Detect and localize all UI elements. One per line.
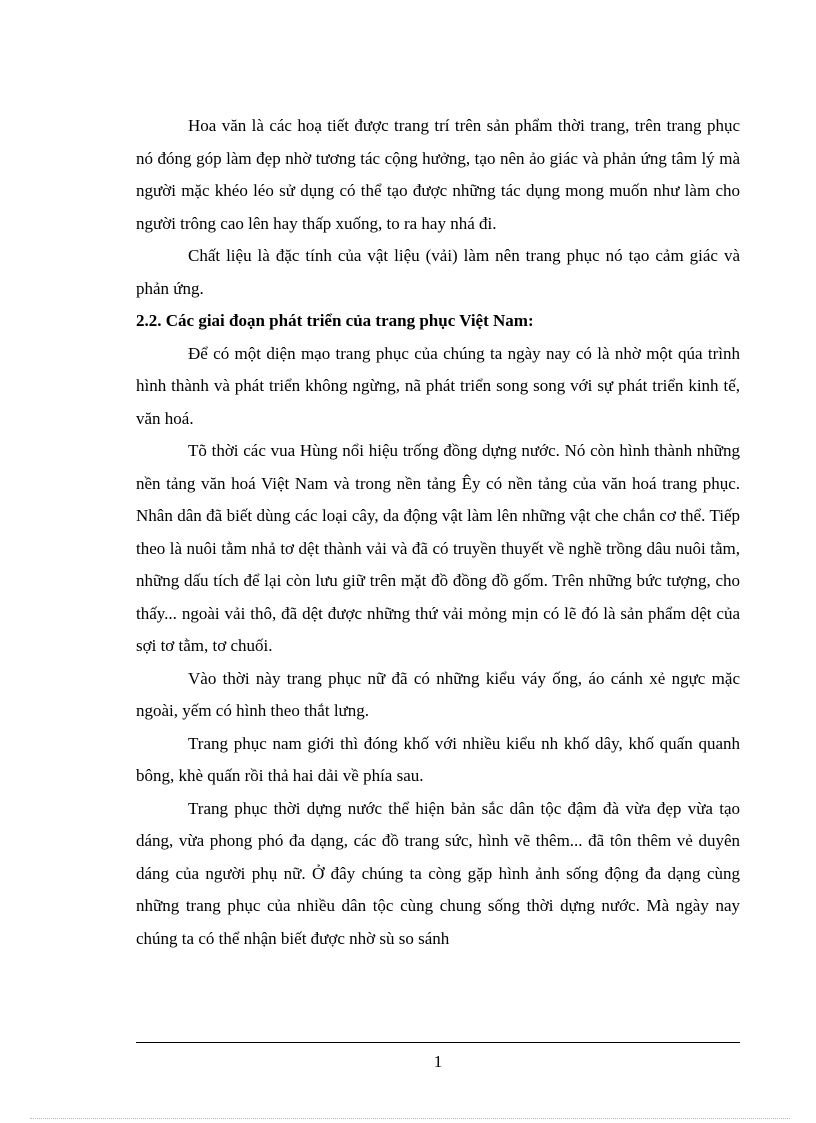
paragraph-hung-kings: Tõ thời các vua Hùng nổi hiệu trống đồng dựng nước. Nó còn hình thành những nền tảng văn hoá Việt Nam và trong nền tảng Êy có nền tảng của văn hoá trang phục. Nhân dân đã biết dùng các loại cây, da động vật làm lên những vật che chắn cơ thể. Tiếp theo là nuôi tằm nhả tơ dệt thành vải và đã có truyền thuyết về nghề trồng dâu nuôi tằm, những dấu tích để lại còn lưu giữ trên mặt đồ đồng đồ gốm. Trên những bức tượng, cho thấy... ngoài vải thô, đã dệt được những thứ vải mỏng mịn có lẽ đó là sản phẩm dệt của sợi tơ tằm, tơ chuối. bbox=[136, 441, 740, 655]
paragraph-appearance: Để có một diện mạo trang phục của chúng ta ngày nay có là nhờ một qúa trình hình thành và phát triển không ngừng, nã phát triển song song với sự phát triển kinh tế, văn hoá. bbox=[136, 343, 740, 428]
paragraph-womens-clothing: Vào thời này trang phục nữ đã có những kiểu váy ống, áo cánh xẻ ngực mặc ngoài, yếm có hình theo thắt lưng. bbox=[136, 668, 740, 720]
paragraph-pattern: Hoa văn là các hoạ tiết được trang trí trên sản phẩm thời trang, trên trang phục nó đóng góp làm đẹp nhờ tương tác cộng hưởng, tạo nên ảo giác và phản ứng tâm lý mà người mặc khéo léo sử dụng có thể tạo được những tác dụng mong muốn như làm cho người trông cao lên hay thấp xuống, to ra hay nhá đi. bbox=[136, 116, 740, 233]
document-body bbox=[136, 110, 740, 955]
section-heading: 2.2. Các giai đoạn phát triển của trang phục Việt Nam: bbox=[136, 311, 534, 330]
page-bottom-edge bbox=[30, 1118, 790, 1119]
paragraph-mens-clothing: Trang phục nam giới thì đóng khố với nhiều kiểu nh khố dây, khố quấn quanh bông, khè quấn rồi thả hai dải về phía sau. bbox=[136, 733, 740, 785]
paragraph-material: Chất liệu là đặc tính của vật liệu (vải) làm nên trang phục nó tạo cảm giác và phản ứng. bbox=[136, 246, 740, 298]
footer-divider bbox=[136, 1042, 740, 1043]
paragraph-national-identity: Trang phục thời dựng nước thể hiện bản sắc dân tộc đậm đà vừa đẹp vừa tạo dáng, vừa phong phó đa dạng, các đồ trang sức, hình vẽ thêm... đã tôn thêm vẻ duyên dáng của người phụ nữ. Ở đây chúng ta còng gặp hình ảnh sống động đa dạng cùng những trang phục của nhiều dân tộc cùng chung sống thời dựng nước. Mà ngày nay chúng ta có thể nhận biết được nhờ sù so sánh bbox=[136, 798, 740, 948]
page-number: 1 bbox=[433, 1052, 443, 1071]
